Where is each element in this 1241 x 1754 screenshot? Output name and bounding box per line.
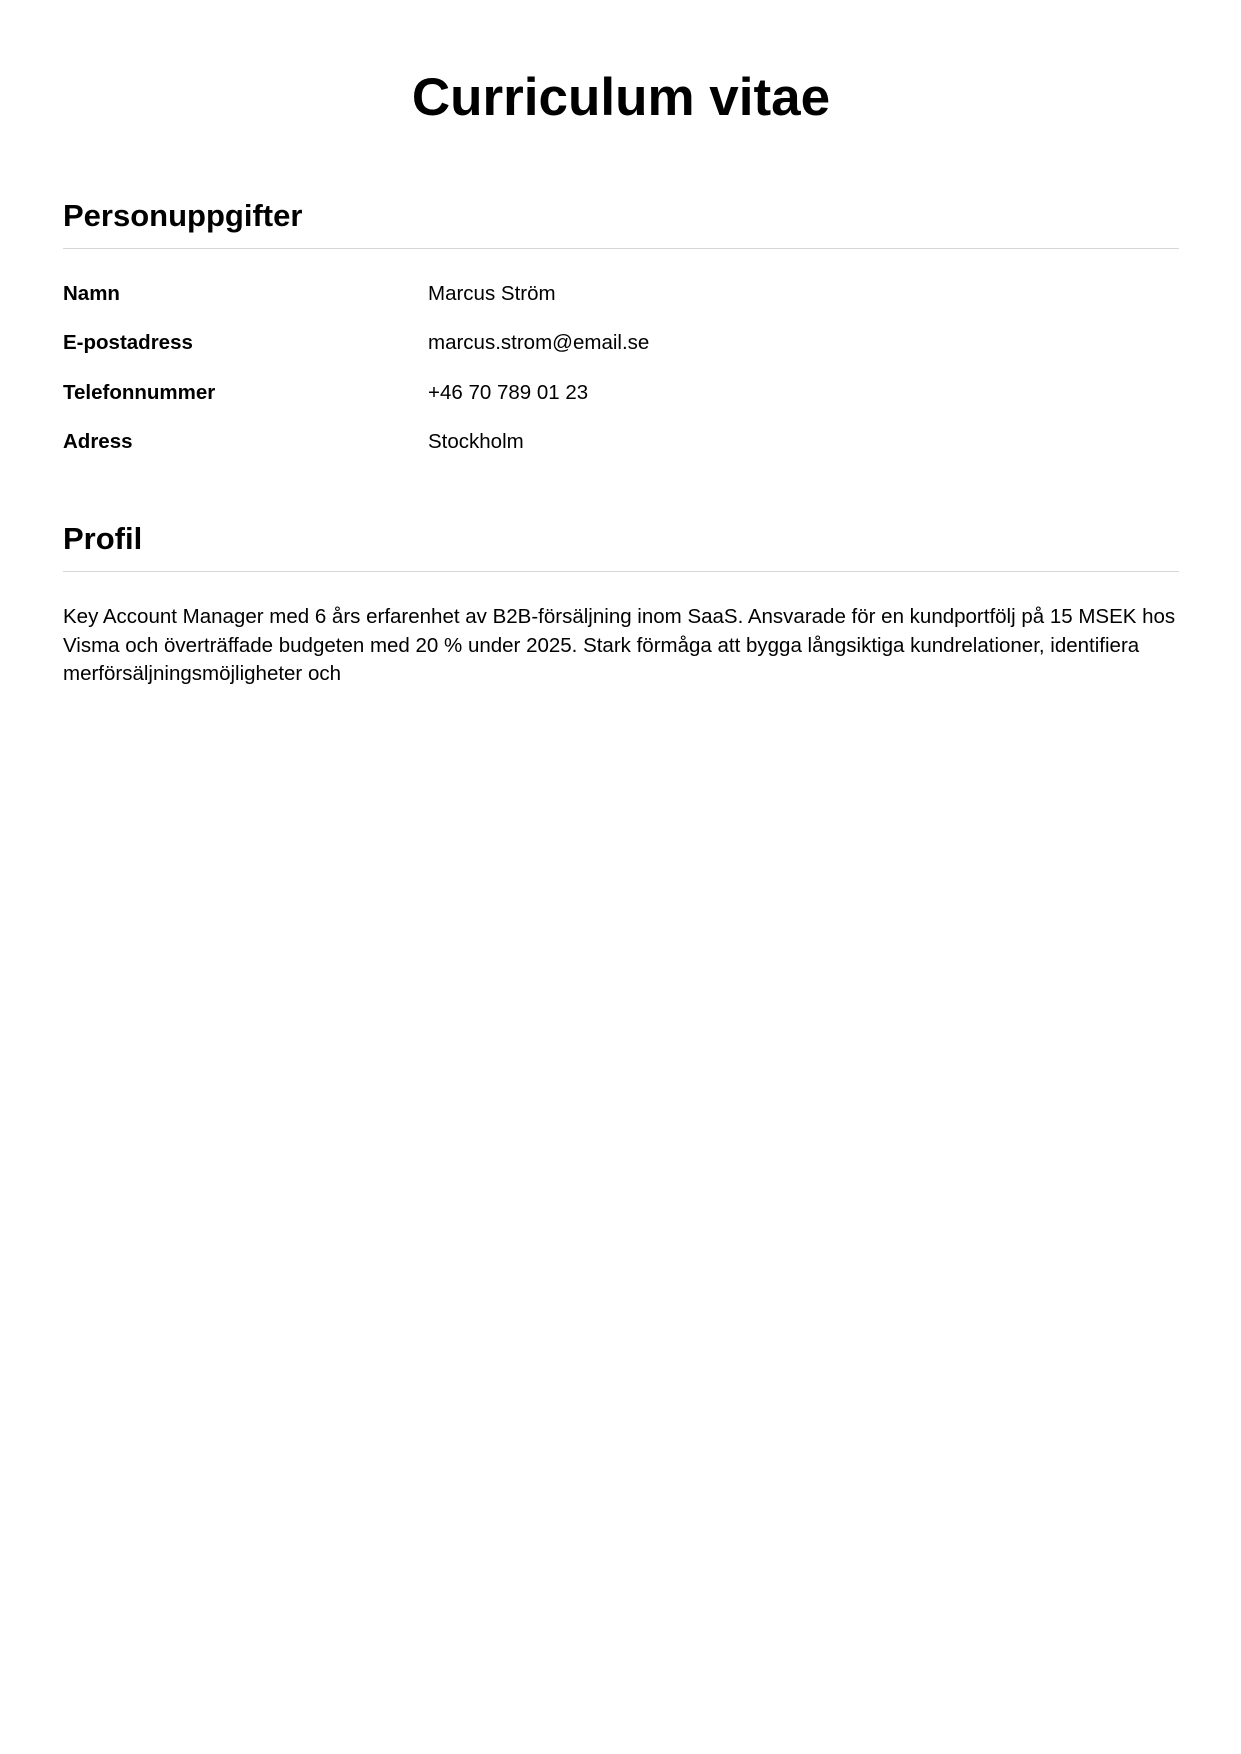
info-row-name [63, 279, 1179, 309]
info-row-phone [63, 378, 1179, 408]
section-divider [63, 248, 1179, 249]
info-value: Marcus Ström [428, 282, 556, 305]
profile-heading: Profil [63, 521, 143, 556]
info-label: Namn [63, 282, 120, 305]
info-row-email [63, 328, 1179, 358]
info-value: +46 70 789 01 23 [428, 381, 589, 404]
profile-text: Key Account Manager med 6 års erfarenhet av B2B-försäljning inom SaaS. Ansvarade för en kundportfölj på 15 MSEK hos Visma och överträffade budgeten med 20 % under 2025. Stark förmåga att bygga långsiktiga kundrelationer, identifiera merförsäljningsmöjligheter och [63, 605, 1176, 685]
document-title: Curriculum vitae [411, 68, 831, 127]
info-label: Adress [63, 430, 133, 453]
section-divider [63, 571, 1179, 572]
personal-info-heading: Personuppgifter [63, 198, 303, 233]
info-row-address [63, 427, 1179, 457]
info-value: marcus.strom@email.se [428, 331, 650, 354]
info-label: E-postadress [63, 331, 193, 354]
info-label: Telefonnummer [63, 381, 216, 404]
info-value: Stockholm [428, 430, 524, 453]
